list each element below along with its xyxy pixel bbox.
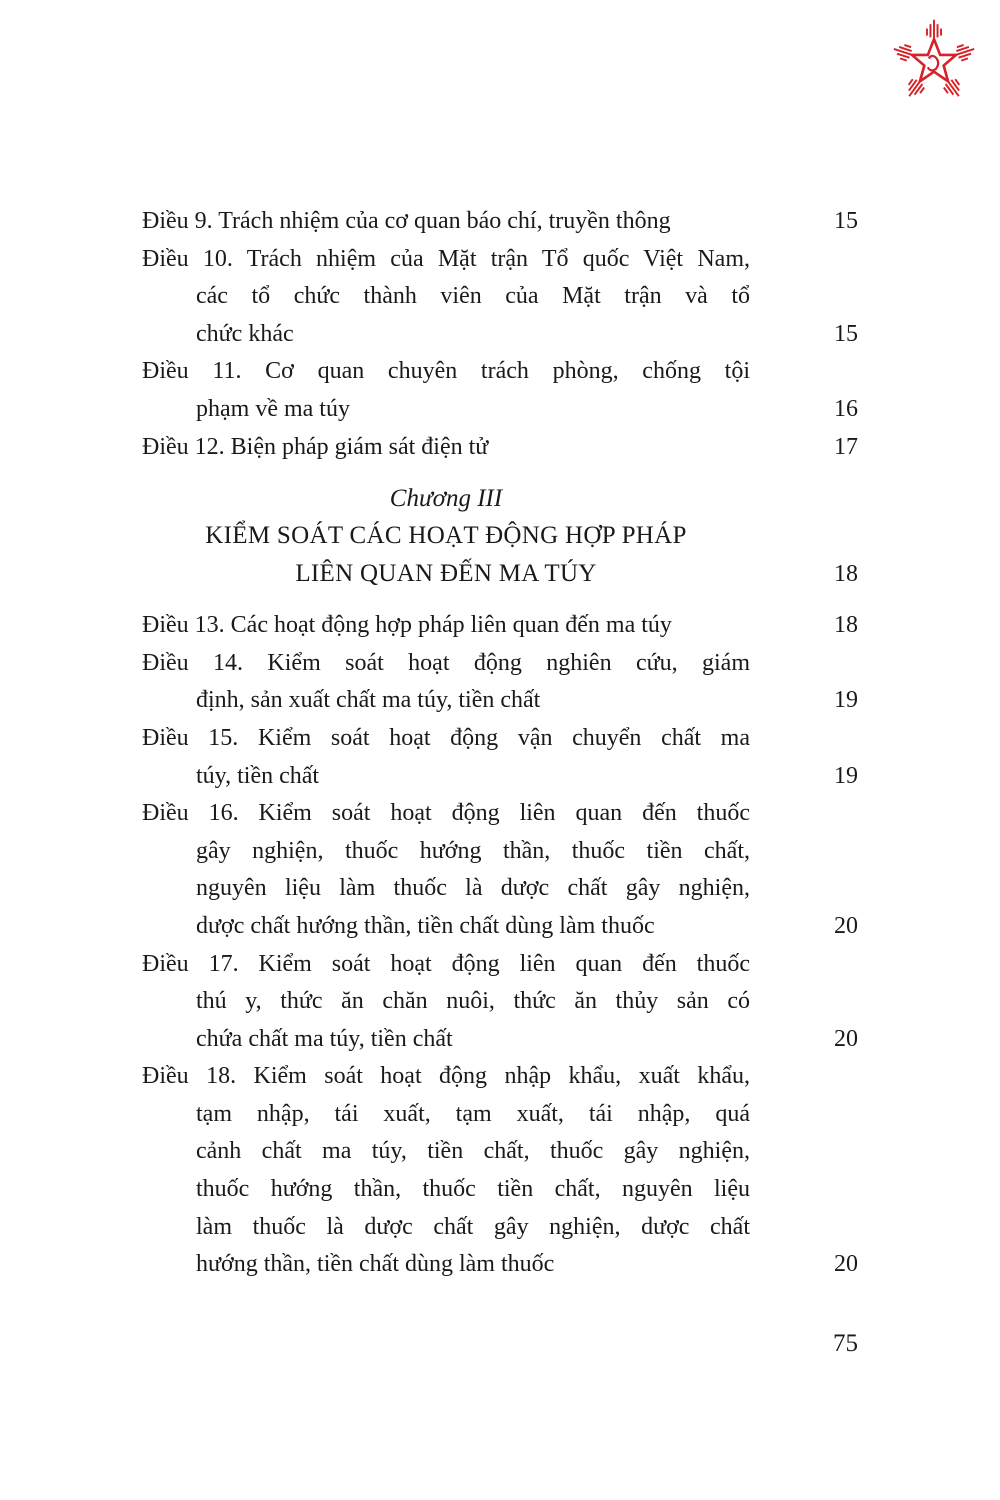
toc-entry-text (142, 946, 750, 1059)
toc-entry (142, 720, 858, 795)
logo-ray (904, 45, 911, 47)
toc-entry-line: Điều 13. Các hoạt động hợp pháp liên quan đến ma túy (142, 612, 672, 639)
toc-entry-text (142, 607, 750, 645)
toc-entry (142, 429, 858, 467)
toc-entry-text (142, 645, 750, 720)
toc-entry-text (142, 1058, 750, 1284)
logo-ray (920, 87, 924, 93)
toc-entries-after (142, 607, 858, 1284)
toc-entry-page: 17 (834, 433, 858, 460)
toc-entry-text (142, 241, 750, 354)
toc-entry-page: 16 (834, 395, 858, 422)
chapter-heading (142, 480, 858, 593)
publisher-star-logo-icon (890, 18, 978, 106)
toc-entry-line: hướng thần, tiền chất dùng làm thuốc (196, 1251, 555, 1278)
toc-entry-line: Điều 16. Kiểm soát hoạt động liên quan đến thuốc (142, 800, 750, 827)
toc-entry-page: 15 (834, 320, 858, 347)
toc-entry-page: 19 (834, 762, 858, 789)
chapter-title-line-1: KIỂM SOÁT CÁC HOẠT ĐỘNG HỢP PHÁP (205, 522, 687, 550)
toc-entry-line: các tổ chức thành viên của Mặt trận và tổ (196, 283, 750, 310)
toc-entry-line: phạm về ma túy (196, 395, 350, 422)
toc-entry (142, 645, 858, 720)
page-number: 75 (833, 1330, 858, 1357)
logo-ray (955, 79, 959, 85)
toc-entry-line: Điều 17. Kiểm soát hoạt động liên quan đến thuốc (142, 950, 750, 977)
toc-entry (142, 241, 858, 354)
toc-entry-line: Điều 12. Biện pháp giám sát điện tử (142, 433, 489, 460)
logo-ray (900, 58, 907, 60)
chapter-number: Chương III (389, 485, 503, 513)
toc-entry-line: Điều 14. Kiểm soát hoạt động nghiên cứu, giám (142, 649, 750, 676)
toc-entry (142, 1058, 858, 1284)
toc-entry-text (142, 795, 750, 945)
toc-entry-page: 18 (834, 612, 858, 639)
toc-entry-line: Điều 9. Trách nhiệm của cơ quan báo chí, truyền thông (142, 208, 671, 234)
toc-entry-line: cảnh chất ma túy, tiền chất, thuốc gây nghiện, (196, 1138, 750, 1165)
logo-ray (957, 45, 964, 47)
toc-entry-text (142, 429, 750, 467)
toc-entry (142, 946, 858, 1059)
toc-entry-line: Điều 18. Kiểm soát hoạt động nhập khẩu, xuất khẩu, (142, 1063, 750, 1090)
toc-entry-line: gây nghiện, thuốc hướng thần, thuốc tiền chất, (196, 837, 750, 864)
logo-ray (961, 58, 968, 60)
toc-entry-line: tạm nhập, tái xuất, tạm xuất, tái nhập, quá (196, 1100, 750, 1127)
toc-entry (142, 795, 858, 945)
toc-entry (142, 607, 858, 645)
table-of-contents (142, 203, 858, 1284)
toc-entry-line: thuốc hướng thần, thuốc tiền chất, nguyên liệu (196, 1176, 750, 1203)
toc-entry-page: 19 (834, 687, 858, 714)
toc-entry-page: 20 (834, 912, 858, 939)
toc-entry-line: túy, tiền chất (196, 762, 320, 789)
toc-entry-text (142, 720, 750, 795)
toc-entry (142, 353, 858, 428)
toc-entry-text (142, 203, 750, 241)
toc-entry-page: 15 (834, 208, 858, 234)
toc-entry-line: dược chất hướng thần, tiền chất dùng làm thuốc (196, 912, 655, 939)
chapter-title-line-2: LIÊN QUAN ĐẾN MA TÚY (295, 560, 597, 588)
toc-entry-line: thú y, thức ăn chăn nuôi, thức ăn thủy sản có (196, 988, 750, 1015)
logo-ray (944, 87, 948, 93)
toc-entries-before (142, 203, 858, 466)
toc-entry-page: 20 (834, 1251, 858, 1278)
toc-entry-page: 20 (834, 1025, 858, 1052)
toc-entry-line: chức khác (196, 320, 294, 347)
toc-entry-text (142, 353, 750, 428)
toc-entry-line: định, sản xuất chất ma túy, tiền chất (196, 687, 541, 714)
toc-entry (142, 203, 858, 241)
star-outline-icon (912, 39, 956, 81)
toc-entry-line: Điều 11. Cơ quan chuyên trách phòng, chống tội (142, 358, 750, 385)
toc-entry-line: Điều 15. Kiểm soát hoạt động vận chuyển chất ma (142, 724, 750, 751)
toc-entry-line: làm thuốc là dược chất gây nghiện, dược chất (196, 1213, 750, 1240)
logo-ray (909, 79, 913, 85)
toc-entry-line: Điều 10. Trách nhiệm của Mặt trận Tổ quốc Việt Nam, (142, 245, 750, 272)
toc-entry-line: chứa chất ma túy, tiền chất (196, 1025, 453, 1052)
chapter-page-number: 18 (834, 561, 858, 588)
toc-entry-line: nguyên liệu làm thuốc là dược chất gây nghiện, (196, 875, 750, 902)
